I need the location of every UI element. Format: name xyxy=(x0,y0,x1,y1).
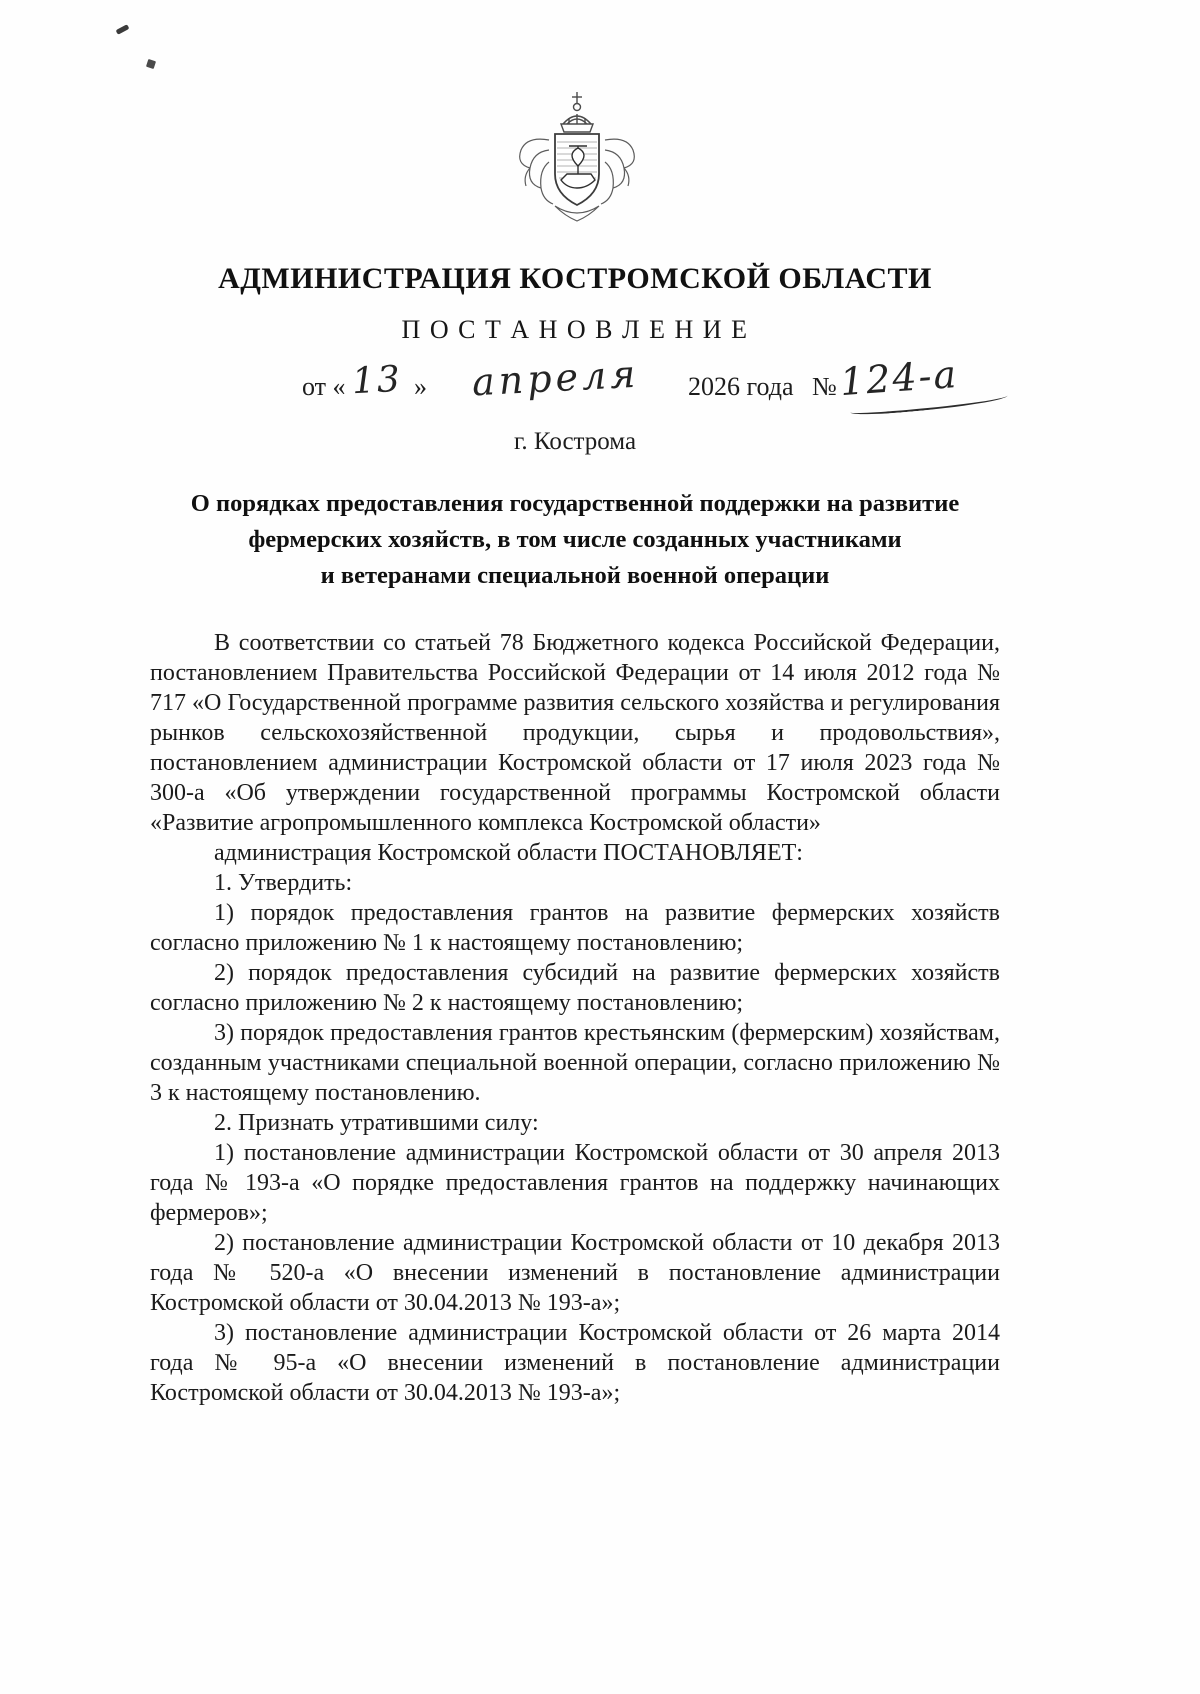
document-title-line: и ветеранами специальной военной операции xyxy=(320,562,830,589)
document-body xyxy=(150,628,1000,1408)
document-title xyxy=(150,486,1000,594)
date-and-number-line xyxy=(150,351,1050,420)
date-closing-quote: » xyxy=(414,372,427,401)
date-prefix: от « xyxy=(302,372,346,401)
document-title-line: О порядках предоставления государственной поддержки на развитие xyxy=(190,490,960,517)
body-paragraph: В соответствии со статьей 78 Бюджетного кодекса Российской Федерации, постановлением Правительства Российской Федерации от 14 июля 2012 года № 717 «О Государственной программе развития сельского хозяйства и регулирования рынков сельскохозяйственной продукции, сырья и продовольствия», постановлением администрации Костромской области от 17 июля 2023 года № 300-а «Об утверждении государственной программы Костромской области «Развитие агропромышленного комплекса Костромской области» xyxy=(150,630,1000,836)
body-paragraph: 1) постановление администрации Костромской области от 30 апреля 2013 года № 193-а «О порядке предоставления грантов на поддержку начинающих фермеров»; xyxy=(150,1140,1000,1226)
date-year: 2026 года xyxy=(688,372,794,401)
date-day-handwritten: 13 xyxy=(350,358,403,403)
body-paragraph: 1. Утвердить: xyxy=(214,870,353,896)
date-month-handwritten: апреля xyxy=(470,351,641,405)
city-line: г. Кострома xyxy=(513,428,637,455)
document-number-handwritten: 124-а xyxy=(838,351,960,405)
body-paragraph: 3) постановление администрации Костромской области от 26 марта 2014 года № 95-а «О внесении изменений в постановление администрации Костромской области от 30.04.2013 № 193-а»; xyxy=(150,1320,1000,1406)
scan-artifact xyxy=(116,24,130,35)
body-paragraph: 2) постановление администрации Костромской области от 10 декабря 2013 года № 520-а «О внесении изменений в постановление администрации Костромской области от 30.04.2013 № 193-а»; xyxy=(150,1230,1000,1316)
body-paragraph: 2. Признать утратившими силу: xyxy=(214,1110,539,1136)
body-paragraph: 1) порядок предоставления грантов на развитие фермерских хозяйств согласно приложению № 1 к настоящему постановлению; xyxy=(150,900,1000,956)
body-paragraph: 3) порядок предоставления грантов крестьянским (фермерским) хозяйствам, созданным участниками специальной военной операции, согласно приложению № 3 к настоящему постановлению. xyxy=(150,1020,1000,1106)
document-title-line: фермерских хозяйств, в том числе созданных участниками xyxy=(248,526,902,553)
body-paragraph: администрация Костромской области ПОСТАНОВЛЯЕТ: xyxy=(214,840,803,866)
scan-artifact xyxy=(146,59,156,69)
body-paragraph: 2) порядок предоставления субсидий на развитие фермерских хозяйств согласно приложению № 2 к настоящему постановлению; xyxy=(150,960,1000,1016)
org-name: АДМИНИСТРАЦИЯ КОСТРОМСКОЙ ОБЛАСТИ xyxy=(218,262,932,296)
coat-of-arms-icon xyxy=(497,88,657,238)
document-type-heading: П О С Т А Н О В Л Е Н И Е xyxy=(401,315,749,344)
document-number-sign: № xyxy=(812,372,837,401)
